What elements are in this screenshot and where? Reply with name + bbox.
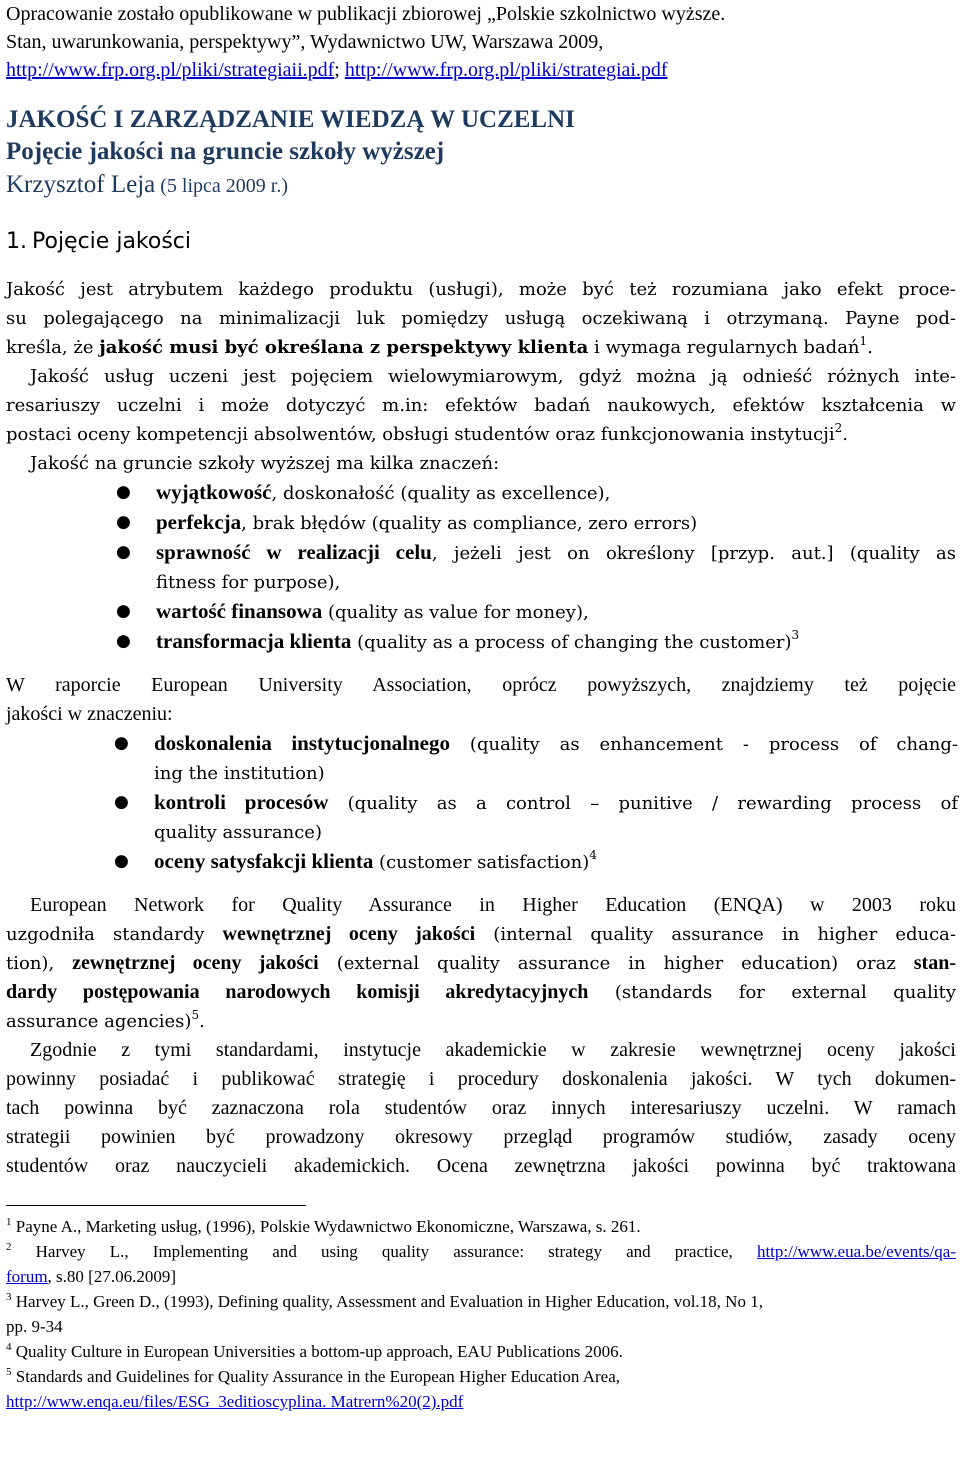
list-item	[114, 788, 958, 847]
eua-forum-link[interactable]: http://www.eua.be/events/qa-	[756, 1242, 956, 1261]
list-item	[114, 729, 958, 788]
footnote-ref-1[interactable]: 1	[859, 334, 868, 348]
paragraph-stakeholders	[6, 362, 956, 449]
paragraph-line	[6, 420, 956, 449]
list-item-text: , jeżeli jest on określony [przyp. aut.] (quality as	[431, 543, 956, 564]
footnote-text: , s.80 [27.06.2009]	[47, 1267, 176, 1286]
text-run: kreśla, że	[6, 337, 100, 358]
text-run: tion),	[6, 953, 73, 974]
bullet-icon: ●	[116, 542, 131, 562]
document-page	[6, 0, 956, 1414]
publication-links	[6, 56, 956, 84]
publication-date: (5 lipca 2009 r.)	[155, 175, 288, 197]
list-item-text: (customer satisfaction)	[373, 852, 590, 873]
main-title: JAKOŚĆ I ZARZĄDZANIE WIEDZĄ W UCZELNI	[6, 106, 575, 133]
eua-forum-link-continued[interactable]: forum	[6, 1267, 48, 1286]
text-run: (internal quality assurance in higher educa-	[475, 924, 956, 945]
footnote-ref-3[interactable]: 3	[791, 628, 800, 642]
list-item-text-continued: ing the institution)	[154, 763, 325, 784]
paragraph-line: jakości w znaczeniu:	[6, 703, 173, 725]
list-item-term: wyjątkowość	[156, 480, 272, 504]
paragraph-line	[6, 920, 956, 949]
footnote-number: 5	[6, 1366, 12, 1378]
list-item	[116, 597, 956, 627]
footnote-ref-2[interactable]: 2	[834, 421, 843, 435]
bullet-icon: ●	[114, 733, 129, 753]
paragraph-line	[6, 978, 956, 1007]
section-title: Pojęcie jakości	[32, 229, 192, 254]
list-item	[116, 478, 956, 508]
section-number: 1.	[6, 229, 27, 254]
text-run: (standards for external quality	[588, 982, 956, 1003]
footnote-5	[6, 1364, 956, 1414]
author-line	[6, 168, 956, 203]
paragraph-line: resariuszy uczelni i może dotyczyć m.in: efektów badań naukowych, efektów kształcenia w	[6, 395, 956, 416]
footnote-text: Standards and Guidelines for Quality Assurance in the European Higher Education Area,	[11, 1367, 621, 1386]
list-item-term: kontroli procesów	[154, 790, 329, 814]
footnote-text: Payne A., Marketing usług, (1996), Polskie Wydawnictwo Ekonomiczne, Warszawa, s. 261.	[11, 1217, 641, 1236]
text-run: .	[867, 337, 873, 358]
publication-note-line-1: Opracowanie zostało opublikowane w publikacji zbiorowej „Polskie szkolnictwo wyższe.	[6, 3, 726, 25]
paragraph-line	[6, 333, 956, 362]
link-separator: ;	[334, 59, 345, 81]
list-item-term: doskonalenia instytucjonalnego	[154, 731, 451, 755]
text-run: assurance agencies)	[6, 1011, 192, 1032]
bullet-icon: ●	[116, 631, 131, 651]
paragraph-line: su polegającego na minimalizacji luk pomiędzy usługą oczekiwaną i otrzymaną. Payne pod-	[6, 308, 956, 329]
author-name: Krzysztof Leja	[6, 171, 156, 198]
publication-note-line-2: Stan, uwarunkowania, perspektywy”, Wydawnictwo UW, Warszawa 2009,	[6, 31, 604, 53]
section-heading	[6, 227, 956, 257]
paragraph-line	[6, 949, 956, 978]
list-item-text: (quality as a process of changing the customer)	[351, 632, 792, 653]
footnote-text: Quality Culture in European Universities a bottom-up approach, EAU Publications 2006.	[11, 1342, 623, 1361]
paragraph-meanings-intro: Jakość na gruncie szkoły wyższej ma kilka znaczeń:	[30, 453, 500, 474]
footnote-1	[6, 1214, 956, 1239]
quality-meanings-list	[116, 478, 956, 657]
emphasis-text: wewnętrznej oceny jakości	[222, 923, 476, 945]
list-item-term: perfekcja	[156, 510, 242, 534]
list-item-text: , doskonałość (quality as excellence),	[271, 483, 611, 504]
list-item	[116, 538, 956, 597]
list-item-term: sprawność w realizacji celu	[156, 540, 432, 564]
emphasis-text: jakość musi być określana z perspektywy klienta	[99, 337, 589, 358]
publication-note	[6, 0, 956, 84]
footnote-ref-5[interactable]: 5	[191, 1008, 200, 1022]
text-run: .	[842, 424, 848, 445]
footnote-4	[6, 1339, 956, 1364]
paragraph-eua-report	[6, 671, 956, 729]
text-run: uzgodniła standardy	[6, 924, 223, 945]
strategy-pdf-link-1[interactable]: http://www.frp.org.pl/pliki/strategiaii.pdf	[6, 59, 335, 81]
list-item-text-continued: fitness for purpose),	[156, 572, 341, 593]
text-run: (external quality assurance in higher education) oraz	[318, 953, 914, 974]
emphasis-text: dardy postępowania narodowych komisji akredytacyjnych	[6, 981, 589, 1003]
bullet-icon: ●	[114, 851, 129, 871]
list-item-term: oceny satysfakcji klienta	[154, 849, 374, 873]
footnote-number: 1	[6, 1216, 12, 1228]
footnote-separator	[6, 1205, 306, 1206]
subtitle: Pojęcie jakości na gruncie szkoły wyższej	[6, 138, 445, 165]
paragraph-standards	[6, 1036, 956, 1181]
footnote-ref-4[interactable]: 4	[589, 848, 597, 862]
footnote-2	[6, 1239, 956, 1289]
list-item-text: , brak błędów (quality as compliance, zero errors)	[241, 513, 698, 534]
text-run: i wymaga regularnych badań	[588, 337, 860, 358]
list-item-term: transformacja klienta	[156, 629, 352, 653]
footnote-number: 4	[6, 1341, 12, 1353]
strategy-pdf-link-2[interactable]: http://www.frp.org.pl/pliki/strategiai.pdf	[344, 59, 668, 81]
paragraph-line: W raporcie European University Association, oprócz powyższych, znajdziemy też pojęcie	[6, 674, 956, 696]
bullet-icon: ●	[116, 512, 131, 532]
paragraph-line: Jakość jest atrybutem każdego produktu (usługi), może być też rozumiana jako efekt proce-	[6, 279, 956, 300]
paragraph-definition	[6, 275, 956, 362]
bullet-icon: ●	[114, 792, 129, 812]
paragraph-line: Zgodnie z tymi standardami, instytucje akademickie w zakresie wewnętrznej oceny jakości	[30, 1039, 956, 1061]
paragraph-line: tach powinna być zaznaczona rola studentów oraz innych interesariuszy uczelni. W ramach	[6, 1097, 956, 1119]
list-item-term: wartość finansowa	[156, 599, 323, 623]
footnote-number: 3	[6, 1291, 12, 1303]
enqa-esg-link[interactable]: http://www.enqa.eu/files/ESG_3editioscyplina. Matrern%20(2).pdf	[6, 1392, 464, 1411]
list-item-text: (quality as enhancement - process of chang-	[450, 734, 958, 755]
paragraph-line: strategii powinien być prowadzony okresowy przegląd programów studiów, zasady oceny	[6, 1126, 956, 1148]
bullet-icon: ●	[116, 482, 131, 502]
list-item	[114, 847, 958, 877]
list-item-text: (quality as value for money),	[322, 602, 589, 623]
paragraph-line: studentów oraz nauczycieli akademickich. Ocena zewnętrzna jakości powinna być traktowana	[6, 1155, 956, 1177]
emphasis-text: zewnętrznej oceny jakości	[72, 952, 319, 974]
list-item-text-continued: quality assurance)	[154, 822, 322, 843]
eua-meanings-list	[114, 729, 958, 877]
text-run: .	[199, 1011, 205, 1032]
list-item	[116, 627, 956, 657]
paragraph-line: powinny posiadać i publikować strategię i procedury doskonalenia jakości. W tych dokumen-	[6, 1068, 956, 1090]
paragraph-line: Jakość usług uczeni jest pojęciem wielowymiarowym, gdyż można ją odnieść różnych inte-	[30, 366, 956, 387]
paragraph-line: European Network for Quality Assurance in Higher Education (ENQA) w 2003 roku	[30, 894, 956, 916]
footnote-text: Harvey L., Green D., (1993), Defining quality, Assessment and Evaluation in Higher Education, vol.18, No 1,	[11, 1292, 763, 1311]
text-run: postaci oceny kompetencji absolwentów, obsługi studentów oraz funkcjonowania instytucji	[6, 424, 835, 445]
footnote-number: 2	[6, 1241, 12, 1253]
paragraph-enqa	[6, 891, 956, 1036]
footnote-text: Harvey L., Implementing and using quality assurance: strategy and practice,	[11, 1242, 757, 1261]
emphasis-text: stan-	[913, 952, 956, 974]
list-item	[116, 508, 956, 538]
paragraph-line	[6, 1007, 956, 1036]
bullet-icon: ●	[116, 601, 131, 621]
list-item-text: (quality as a control – punitive / rewarding process of	[328, 793, 958, 814]
footnote-text-continued: pp. 9-34	[6, 1317, 63, 1336]
footnotes	[6, 1214, 956, 1414]
footnote-3	[6, 1289, 956, 1339]
